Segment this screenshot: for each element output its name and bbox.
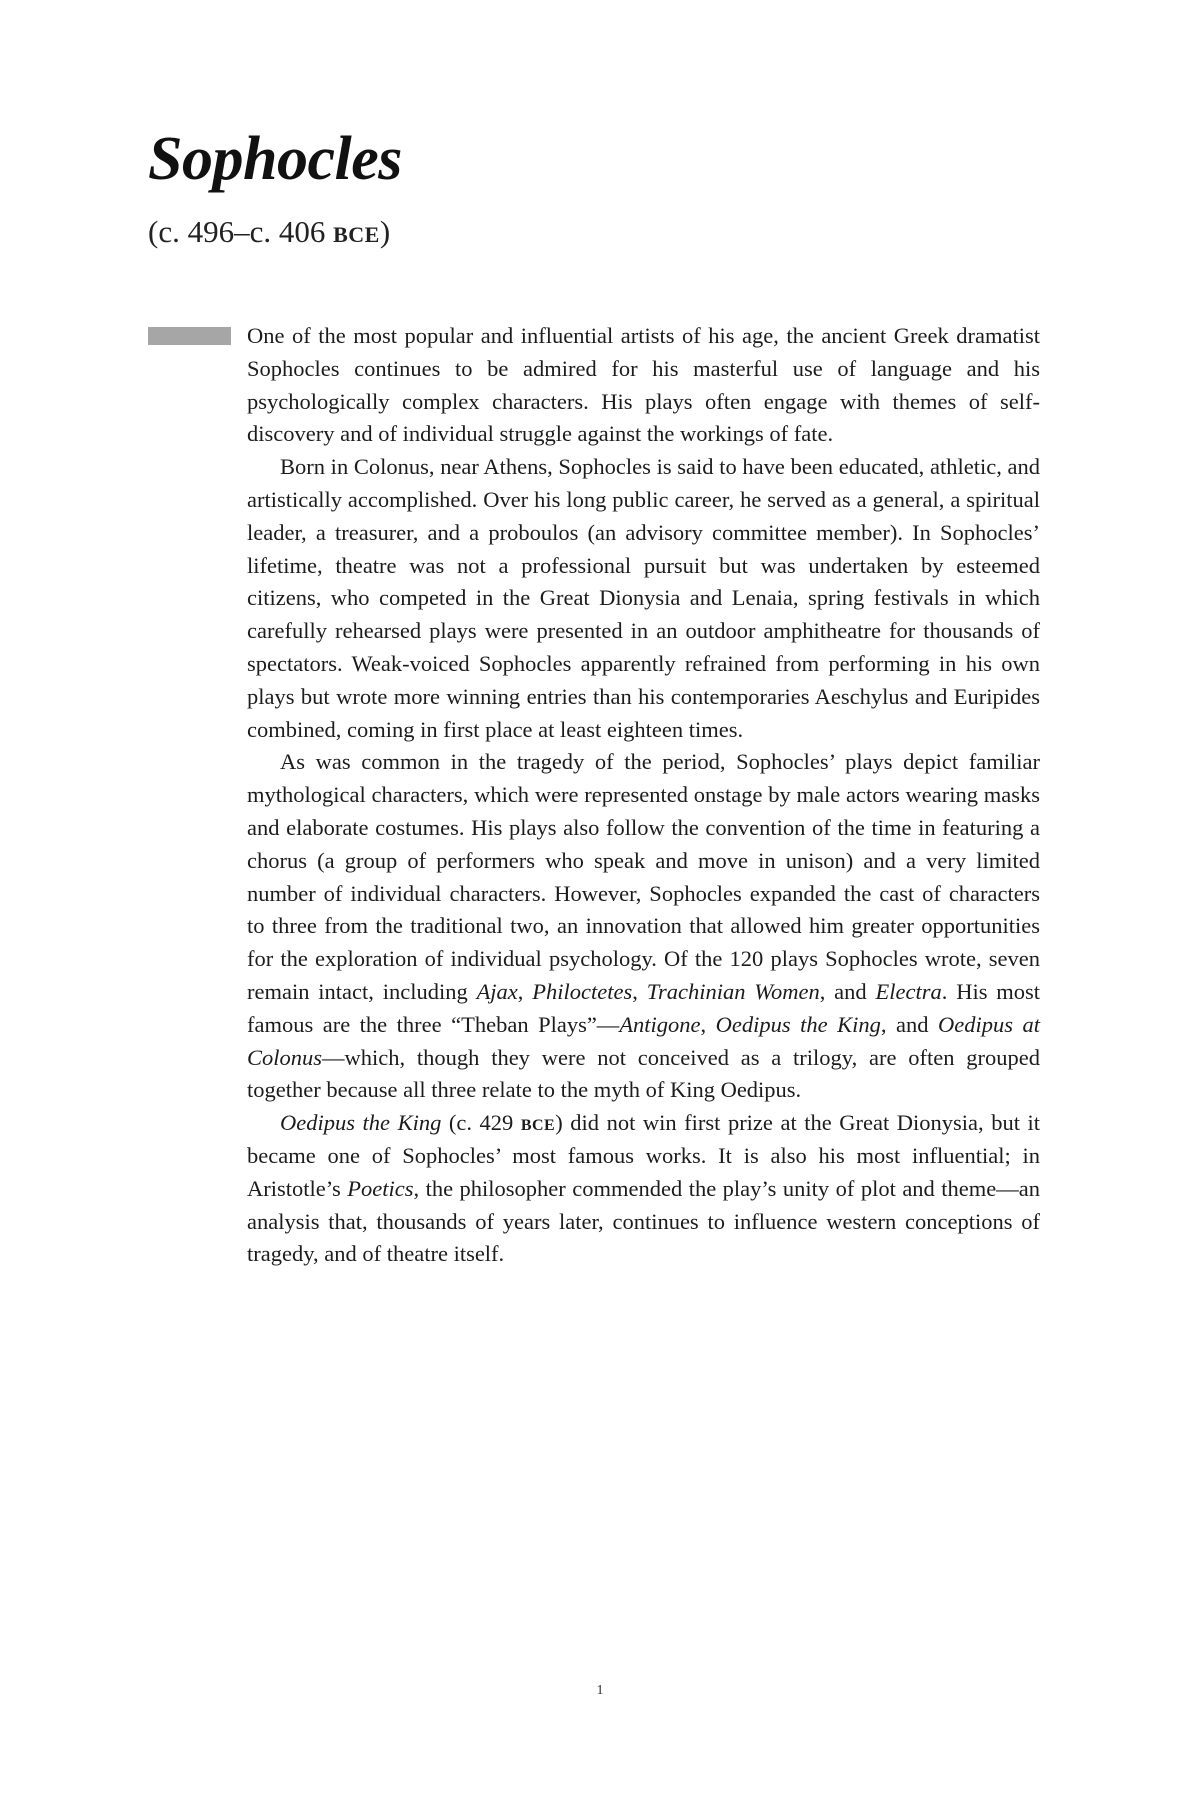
article-body: [247, 320, 1040, 1271]
title-oedipus-at-colonus: Oedipus at Colonus: [247, 1011, 1041, 1070]
title-antigone: Antigone: [619, 1011, 701, 1037]
paragraph-1: One of the most popular and influential artists of his age, the ancient Greek dramatist Sophocles continues to be admired for his masterful use of language and his psychologically complex characters. His plays often engage with themes of self-discovery and of individual struggle against the workings of fate.: [247, 323, 1040, 447]
p4-era: bce: [520, 1110, 556, 1136]
p3-text-4: , and: [819, 978, 876, 1004]
p3-text-5: . His most famous are the three “Theban Plays”—: [247, 978, 1041, 1037]
p4-text-2: ) did not win first prize at the Great Dionysia, but it became one of Sophocles’ most famous works. It is also his most influential; in Aristotle’s: [247, 1110, 1040, 1201]
title-oedipus-the-king-p4: Oedipus the King: [280, 1110, 442, 1136]
paragraph-2: Born in Colonus, near Athens, Sophocles is said to have been educated, athletic, and artistically accomplished. Over his long public career, he served as a general, a spiritual leader, a treasurer, and a proboulos (an advisory committee member). In Sophocles’ lifetime, theatre was not a professional pursuit but was undertaken by esteemed citizens, who competed in the Great Dionysia and Lenaia, spring festivals in which carefully rehearsed plays were presented in an outdoor amphitheatre for thousands of spectators. Weak-voiced Sophocles apparently refrained from performing in his own plays but wrote more winning entries than his contemporaries Aeschylus and Euripides combined, coming in first place at least eighteen times.: [247, 454, 1040, 742]
paragraph-4: [247, 1107, 1040, 1271]
title-philoctetes: Philoctetes: [532, 978, 633, 1004]
title-poetics: Poetics: [347, 1175, 414, 1201]
life-dates: [148, 216, 390, 247]
title-electra: Electra: [875, 978, 942, 1004]
dates-prefix: (c. 496–c. 406: [148, 214, 334, 249]
p3-text-3: ,: [632, 978, 647, 1004]
p3-text-7: , and: [880, 1011, 939, 1037]
p4-text-1: (c. 429: [441, 1110, 521, 1136]
section-marker-bar: [148, 327, 231, 345]
p3-text-6: ,: [700, 1011, 716, 1037]
p3-text-1: As was common in the tragedy of the period, Sophocles’ plays depict familiar mythological characters, which were represented onstage by male actors wearing masks and elaborate costumes. His plays also follow the convention of the time in featuring a chorus (a group of performers who speak and move in unison) and a very limited number of individual characters. However, Sophocles expanded the cast of characters to three from the traditional two, an innovation that allowed him greater opportunities for the exploration of individual psychology. Of the 120 plays Sophocles wrote, seven remain intact, including: [247, 749, 1040, 1004]
paragraph-3: [247, 746, 1040, 1107]
p3-text-8: —which, though they were not conceived as a trilogy, are often grouped together because all three relate to the myth of King Oedipus.: [247, 1044, 1040, 1103]
dates-suffix: ): [379, 214, 391, 249]
page-title: Sophocles: [148, 125, 402, 193]
p4-text-3: , the philosopher commended the play’s unity of plot and theme—an analysis that, thousands of years later, continues to influence western conceptions of tragedy, and of theatre itself.: [247, 1175, 1040, 1267]
page-number: 1: [596, 1683, 604, 1698]
title-trachinian-women: Trachinian Women: [646, 978, 820, 1004]
p3-text-2: ,: [517, 978, 533, 1004]
title-ajax: Ajax: [476, 978, 518, 1004]
dates-era: bce: [333, 214, 380, 249]
title-oedipus-the-king: Oedipus the King: [715, 1011, 881, 1037]
